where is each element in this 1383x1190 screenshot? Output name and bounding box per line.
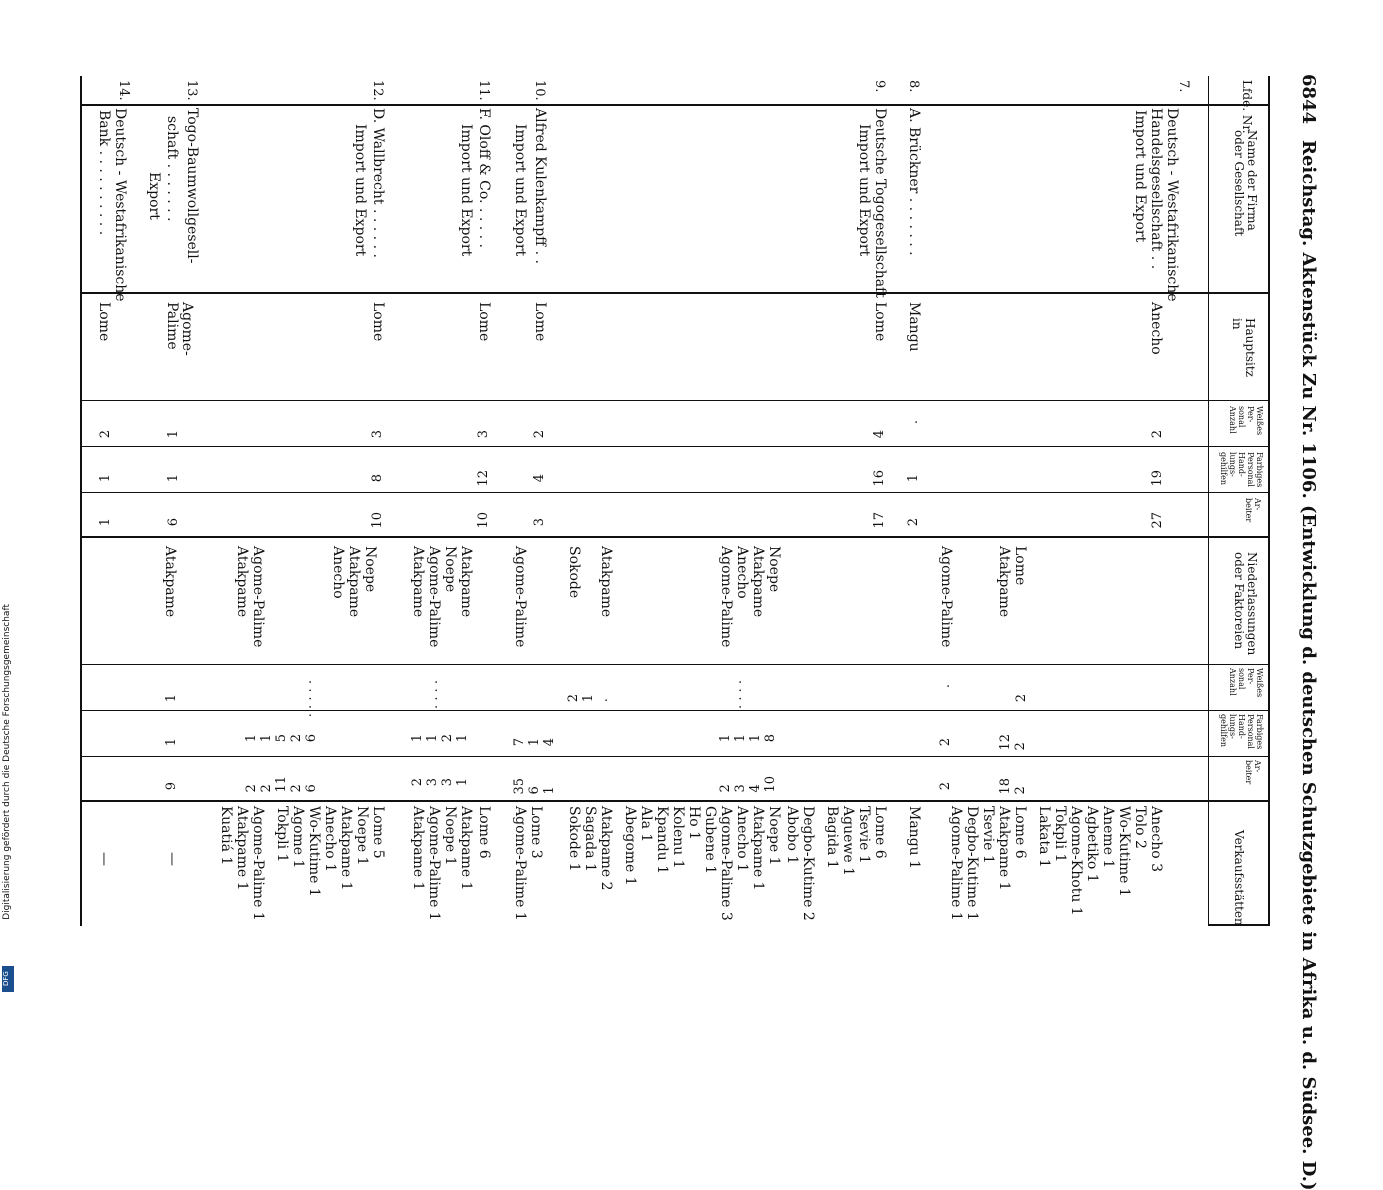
col-sep-h2 [80, 756, 1270, 757]
row-number: 9. [872, 80, 887, 93]
handlungsgehilfen: 12 [476, 470, 491, 487]
firma-line: Import und Export [1132, 110, 1148, 243]
verkauf: Aneme 1 [1100, 806, 1116, 869]
verkauf: Anecho 3 [1148, 806, 1164, 873]
handlungsgehilfen: 8 [370, 474, 385, 483]
hauptsitz: Lome [532, 302, 548, 342]
firma-line: Bank . . . . . . . . . . [96, 110, 112, 236]
hauptsitz: Agome-Palime [164, 302, 195, 356]
verkauf: Agome-Khotu 1 [1068, 806, 1084, 916]
header-firma: Name der Firma oder Gesellschaft [1232, 130, 1259, 237]
arbeiter: 3 [532, 518, 547, 527]
hauptsitz: Lome [96, 302, 112, 342]
niederlassung: Lome [1012, 546, 1028, 586]
verkauf: Tokpli 1 [1052, 806, 1068, 863]
niederlassung: Atakpame [162, 546, 178, 618]
arbeiter: 35 6 1 [512, 778, 557, 795]
weisses-personal: 1 [164, 694, 179, 703]
verkauf: Wo-Kutime 1 [1116, 806, 1132, 897]
header-lfd-nr: Lfde. Nr. [1240, 80, 1254, 134]
firma-line: D. Wallbrecht . . . . . . [370, 108, 386, 258]
arbeiter: 6 [166, 518, 181, 527]
header-divider [1208, 76, 1209, 926]
verkauf: Ho 1 [686, 806, 702, 840]
verkauf: Noepe 1 [354, 806, 370, 866]
niederlassung: Agome-Palime [938, 546, 954, 648]
arbeiter: 17 [872, 512, 887, 529]
firma-line: Import und Export [512, 124, 528, 257]
niederlassung: Anecho [734, 546, 750, 599]
arbeiter: 2 [906, 518, 921, 527]
col-sep-nr [80, 104, 1270, 106]
verkauf: Noepe 1 [766, 806, 782, 866]
niederlassung: Noepe [362, 546, 378, 593]
row-number: 14. [116, 80, 131, 101]
handlungsgehilfen: 1 1 2 1 [410, 734, 470, 743]
firma-line: Handelsgesellschaft . . [1148, 108, 1164, 270]
header-hauptsitz: Hauptsitz in [1230, 318, 1257, 377]
niederlassung: Agome-Palime [718, 546, 734, 648]
niederlassung: Sokode [566, 546, 582, 599]
weisses-personal: 2 [98, 430, 113, 439]
firma-line: F. Oloff & Co. . . . . . [476, 108, 492, 248]
weisses-personal: 2 [1150, 430, 1165, 439]
handlungsgehilfen: 19 [1150, 470, 1165, 487]
arbeiter: 27 [1150, 512, 1165, 529]
firma-line: Import und Export [856, 124, 872, 257]
handlungsgehilfen: 4 [532, 474, 547, 483]
hauptsitz: Lome [872, 302, 888, 342]
weisses-personal: 3 [370, 430, 385, 439]
header-handlungsgehilfen-1: Farbiges Personal Hand-lungs-gehilfen [1219, 452, 1264, 488]
weisses-personal: . [938, 684, 953, 689]
col-sep-a1 [80, 536, 1270, 538]
hauptsitz: Lome [476, 302, 492, 342]
row-number: 13. [184, 80, 199, 101]
firma-line: Import und Export [352, 124, 368, 257]
hauptsitz: Lome [370, 302, 386, 342]
niederlassung: Agome-Palime [512, 546, 528, 648]
hauptsitz: Mangu [906, 302, 922, 352]
weisses-personal: 2 [532, 430, 547, 439]
niederlassung: Atakpame [234, 546, 250, 618]
verkauf: Degbo-Kutime 2 [800, 806, 816, 921]
verkauf: Mangu 1 [906, 806, 922, 870]
verkauf: Kuatiá 1 [218, 806, 234, 866]
verkauf: Abobo 1 [784, 806, 800, 865]
verkauf: Kpandu 1 [654, 806, 670, 875]
handlungsgehilfen: 16 [872, 470, 887, 487]
weisses-personal: . . . . [426, 680, 441, 709]
verkauf: Atakpame 1 [338, 806, 354, 891]
firma-line: A. Brückner . . . . . . . [906, 108, 922, 256]
verkauf: Kolenu 1 [670, 806, 686, 869]
verkauf: Tolo 2 [1132, 806, 1148, 849]
verkauf: Degbo-Kutime 1 [964, 806, 980, 921]
col-sep-hauptsitz [80, 400, 1270, 401]
row-number: 10. [532, 80, 547, 101]
dfg-logo: DFG [2, 966, 14, 992]
arbeiter: 10 [476, 512, 491, 529]
niederlassung: Atakpame [598, 546, 614, 618]
niederlassung: Noepe [442, 546, 458, 593]
arbeiter: 2 3 4 10 [718, 776, 778, 793]
verkauf: Tsevie 1 [980, 806, 996, 864]
verkauf: Tsevie 1 [856, 806, 872, 864]
page-number: 6844 [1298, 74, 1319, 125]
footer-credit: Digitalisierung gefördert durch die Deutsche Forschungsgemeinschaft [2, 604, 12, 920]
verkauf: Sokode 1 [566, 806, 582, 872]
handlungsgehilfen: 1 [906, 474, 921, 483]
row-number: 7. [1176, 80, 1191, 93]
verkauf: Wo-Kutime 1 [306, 806, 322, 897]
niederlassung: Atakpame [346, 546, 362, 618]
handlungsgehilfen: 1 [98, 474, 113, 483]
verkauf: Lome 6 [476, 806, 492, 859]
verkauf: Agome 1 [290, 806, 306, 869]
col-sep-h1 [80, 492, 1270, 493]
verkauf: Lome 6 [872, 806, 888, 859]
firma-line: Deutsche Togogesellschaft [872, 108, 888, 298]
verkauf: Lome 3 [528, 806, 544, 859]
arbeiter: 10 [370, 512, 385, 529]
table-border-left [80, 76, 82, 926]
verkauf: Aguewe 1 [840, 806, 856, 876]
niederlassung: Anecho [330, 546, 346, 599]
col-sep-nieder [80, 664, 1270, 665]
hauptsitz: Anecho [1148, 302, 1164, 355]
verkauf: Bagida 1 [824, 806, 840, 869]
verkauf: Abegome 1 [622, 806, 638, 886]
firma-line: schaft . . . . . . . [164, 116, 180, 222]
niederlassung: Atakpame [458, 546, 474, 618]
verkauf: Agome-Palime 1 [426, 806, 442, 921]
row-number: 12. [370, 80, 385, 101]
verkauf: Lome 5 [370, 806, 386, 859]
col-sep-w1 [80, 446, 1270, 447]
verkauf: Gubene 1 [702, 806, 718, 875]
arbeiter: 18 2 [998, 778, 1028, 795]
arbeiter: 2 3 3 1 [410, 778, 470, 787]
col-sep-w2 [80, 710, 1270, 711]
verkauf: Agbetiko 1 [1084, 806, 1100, 883]
niederlassung: Atakpame [996, 546, 1012, 618]
weisses-personal: 2 1 . [566, 694, 611, 703]
page-title: Reichstag. Aktenstück Zu Nr. 1106. (Entwicklung d. deutschen Schutzgebiete in Afrika u. d. Südsee. D.) [1298, 140, 1319, 1190]
firma-line: Export [146, 172, 162, 220]
arbeiter: 2 [938, 782, 953, 791]
handlungsgehilfen: 1 1 1 8 [718, 734, 778, 743]
firma-line: Import und Export [458, 124, 474, 257]
handlungsgehilfen: 1 [164, 738, 179, 747]
verkauf: Atakpame 1 [234, 806, 250, 891]
header-arbeiter-2: Ar-beiter [1244, 760, 1262, 785]
weisses-personal: 3 [476, 430, 491, 439]
verkauf: Noepe 1 [442, 806, 458, 866]
header-arbeiter-1: Ar-beiter [1244, 498, 1262, 523]
verkauf: Lome 6 [1012, 806, 1028, 859]
firma-line: Deutsch - Westafrikanische [1164, 108, 1180, 302]
verkauf: Lakata 1 [1036, 806, 1052, 868]
weisses-personal: . [906, 420, 921, 425]
verkauf: Agome-Palime 3 [718, 806, 734, 921]
niederlassung: Agome-Palime [250, 546, 266, 648]
verkauf: Sagada 1 [582, 806, 598, 872]
header-handlungsgehilfen-2: Farbiges Personal Hand-lungs-gehilfen [1219, 714, 1264, 750]
header-weisses-personal-1: Weißes Per-sonal Anzahl [1228, 406, 1264, 436]
niederlassung: Noepe [766, 546, 782, 593]
table-border-right [1268, 76, 1270, 926]
niederlassung: Atakpame [410, 546, 426, 618]
firma-line: Alfred Kulenkampff . . [532, 108, 548, 264]
weisses-personal: 1 [166, 430, 181, 439]
row-number: 8. [906, 80, 921, 93]
weisses-personal: 2 [1014, 694, 1029, 703]
firma-line: Deutsch - Westafrikanische [112, 108, 128, 302]
header-niederlassungen: Niederlassungen oder Faktoreien [1232, 552, 1259, 656]
verkauf: Anecho 1 [734, 806, 750, 873]
verkauf: — [164, 852, 180, 866]
weisses-personal: . . . . . [300, 680, 315, 718]
verkauf: Atakpame 1 [996, 806, 1012, 891]
verkauf: Atakpame 2 [598, 806, 614, 891]
handlungsgehilfen: 12 2 [998, 734, 1028, 751]
niederlassung: Agome-Palime [426, 546, 442, 648]
verkauf: Atakpame 1 [750, 806, 766, 891]
verkauf: Tokpli 1 [274, 806, 290, 863]
verkauf: Ala 1 [638, 806, 654, 843]
handlungsgehilfen: 1 1 5 2 6 [244, 734, 319, 743]
row-number: 11. [476, 80, 491, 101]
verkauf: Anecho 1 [322, 806, 338, 873]
handlungsgehilfen: 1 [166, 474, 181, 483]
header-verkaufsstaetten: Verkaufsstätten [1232, 830, 1246, 926]
col-sep-a2 [80, 800, 1270, 802]
header-weisses-personal-2: Weißes Per-sonal Anzahl [1228, 668, 1264, 698]
verkauf: Agome-Palime 1 [948, 806, 964, 921]
niederlassung: Atakpame [750, 546, 766, 618]
firma-line: Togo-Baumwollgesell- [184, 108, 200, 264]
verkauf: Atakpame 1 [458, 806, 474, 891]
arbeiter: 2 2 11 2 6 [244, 776, 319, 793]
handlungsgehilfen: 2 [938, 738, 953, 747]
verkauf: Agome-Palime 1 [512, 806, 528, 921]
handlungsgehilfen: 7 1 4 [512, 738, 557, 747]
arbeiter: 9 [164, 782, 179, 791]
verkauf: Agome-Palime 1 [250, 806, 266, 921]
col-sep-firma [80, 292, 1270, 294]
weisses-personal: 4 [872, 430, 887, 439]
arbeiter: 1 [98, 518, 113, 527]
verkauf: Atakpame 1 [410, 806, 426, 891]
weisses-personal: . . . . [730, 680, 745, 709]
verkauf: — [96, 852, 112, 866]
